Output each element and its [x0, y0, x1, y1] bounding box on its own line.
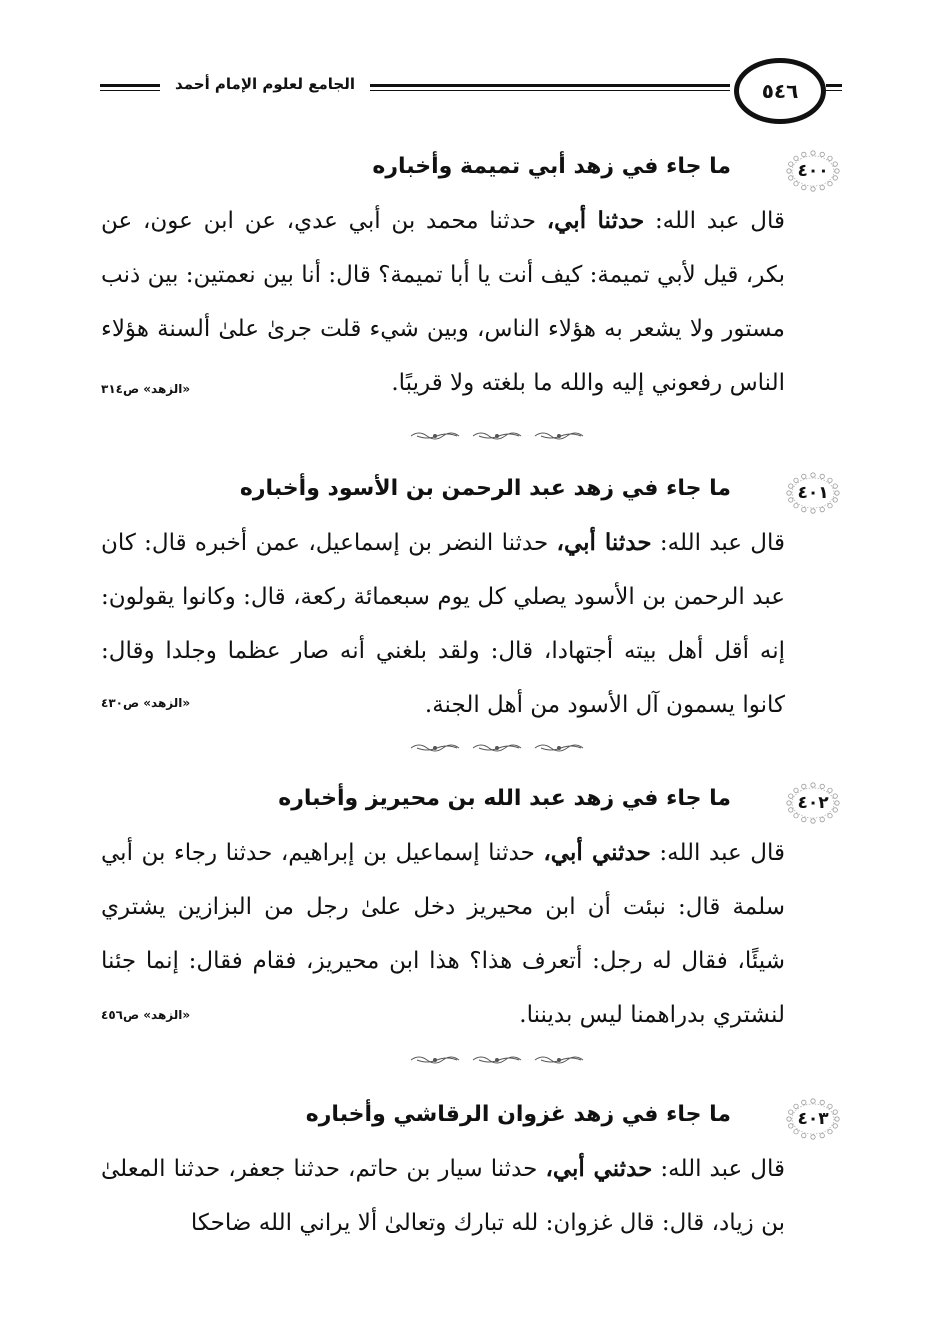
source-citation: «الزهد» ص٣١٤	[101, 382, 191, 396]
section-title: ما جاء في زهد عبد الرحمن بن الأسود وأخباره	[239, 476, 731, 501]
section-title: ما جاء في زهد غزوان الرقاشي وأخباره	[305, 1102, 731, 1127]
page-number: ٥٤٦	[734, 58, 826, 124]
section-heading	[101, 150, 841, 194]
divider-ornament-icon	[401, 1054, 601, 1066]
section-heading	[101, 1098, 841, 1142]
section-title: ما جاء في زهد عبد الله بن محيريز وأخباره	[278, 786, 731, 811]
source-citation: «الزهد» ص٤٥٦	[101, 1008, 191, 1022]
section-title: ما جاء في زهد أبي تميمة وأخباره	[372, 154, 731, 179]
source-citation: «الزهد» ص٤٣٠	[101, 696, 191, 710]
divider-ornament-icon	[401, 430, 601, 442]
header-rule	[370, 84, 730, 87]
section-text: قال عبد الله: حدثني أبي، حدثنا إسماعيل بن إبراهيم، حدثنا رجاء بن أبي سلمة قال: نبئت أن ابن محيريز دخل علىٰ رجل من البزازين يشتري شيئًا، فقال له رجل: أتعرف هذا؟ هذا ابن محيريز، فقام فقال: إنما جئنا لنشتري بدراهمنا ليس بديننا.	[101, 839, 786, 1028]
section-403	[101, 1098, 841, 1250]
section-heading	[101, 782, 841, 826]
section-text: قال عبد الله: حدثنا أبي، حدثنا النضر بن إسماعيل، عمن أخبره قال: كان عبد الرحمن بن الأسود يصلي كل يوم سبعمائة ركعة، قال: وكانوا يقولون: إنه أقل أهل بيته أجتهادا، قال: ولقد بلغني أنه صار عظما وجلدا وقال: كانوا يسمون آل الأسود من أهل الجنة.	[101, 529, 786, 718]
section-text: قال عبد الله: حدثنا أبي، حدثنا محمد بن أبي عدي، عن ابن عون، عن بكر، قيل لأبي تميمة: كيف أنت يا أبا تميمة؟ قال: أنا بين نعمتين: بين ذنب مستور ولا يشعر به هؤلاء الناس، وبين شيء قلت جرىٰ علىٰ ألسنة هؤلاء الناس رفعوني إليه والله ما بلغته ولا قريبًا.	[101, 207, 785, 396]
section-number-badge: ٤٠٠	[785, 150, 841, 192]
section-number-badge: ٤٠١	[785, 472, 841, 514]
section-401	[101, 472, 841, 732]
section-number-badge: ٤٠٣	[785, 1098, 841, 1140]
divider-ornament-icon	[401, 742, 601, 754]
book-title: الجامع لعلوم الإمام أحمد	[175, 75, 355, 93]
section-text: قال عبد الله: حدثني أبي، حدثنا سيار بن حاتم، حدثنا جعفر، حدثنا المعلىٰ بن زياد، قال: قال غزوان: لله تبارك وتعالىٰ ألا يراني الله ضاحكا	[101, 1155, 786, 1236]
section-400	[101, 150, 841, 410]
page-header	[100, 58, 842, 138]
section-402	[101, 782, 841, 1042]
section-heading	[101, 472, 841, 516]
section-number-badge: ٤٠٢	[785, 782, 841, 824]
